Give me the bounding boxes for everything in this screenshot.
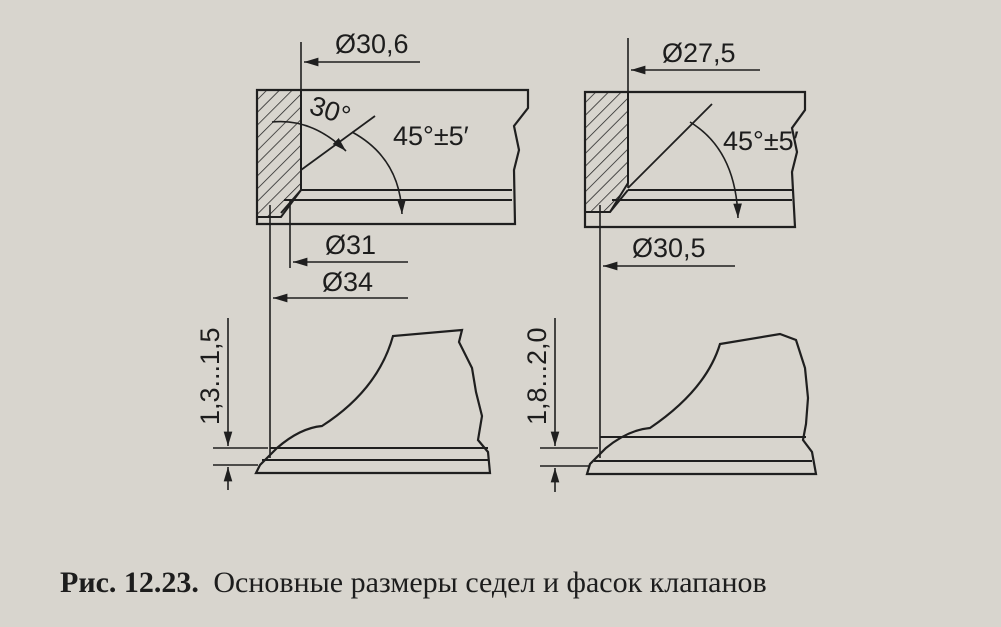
left-bottom-diameter-label: Ø34 — [322, 267, 374, 297]
left-height-label: 1,3...1,5 — [195, 327, 225, 425]
right-valve-head — [540, 318, 816, 492]
figure-caption — [60, 566, 767, 599]
left-valve-head — [213, 318, 490, 490]
caption-number: Рис. 12.23. — [60, 566, 199, 599]
right-angle-label: 45°±5′ — [723, 126, 799, 156]
left-small-angle-label: 30° — [306, 90, 355, 132]
caption-text: Основные размеры седел и фасок клапанов — [213, 566, 767, 599]
right-height-label: 1,8...2,0 — [522, 327, 552, 425]
left-top-diameter-label: Ø30,6 — [335, 29, 409, 59]
left-angle-label: 45°±5′ — [393, 121, 469, 151]
left-mid-diameter-label: Ø31 — [325, 230, 377, 260]
right-hatched-wall — [585, 92, 628, 212]
right-bottom-diameter-label: Ø30,5 — [632, 233, 706, 263]
right-top-diameter-label: Ø27,5 — [662, 38, 736, 68]
